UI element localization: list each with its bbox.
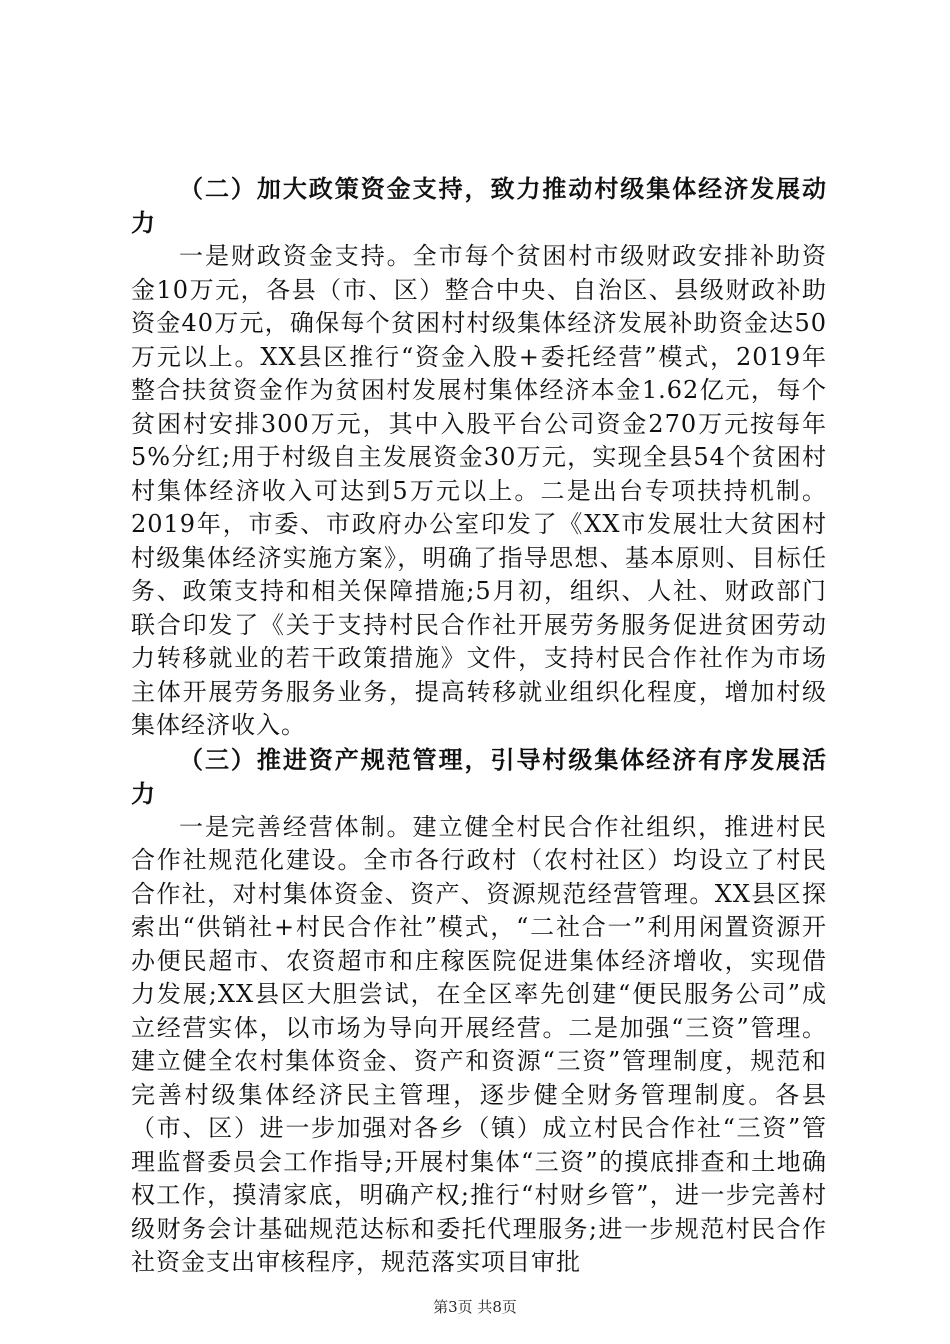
section-heading-3: （三）推进资产规范管理，引导村级集体经济有序发展活力 bbox=[131, 744, 827, 808]
section-body-3: 一是完善经营体制。建立健全村民合作社组织，推进村民合作社规范化建设。全市各行政村（农村社区）均设立了村民合作社，对村集体资金、资产、资源规范经营管理。XX县区探索出“供销社+村民合作社”模式，“二社合一”利用闲置资源开办便民超市、农资超市和庄稼医院促进集体经济增收，实现借力发展;XX县区大胆尝试，在全区率先创建“便民服务公司”成立经营实体，以市场为导向开展经营。二是加强“三资”管理。建立健全农村集体资金、资产和资源“三资”管理制度，规范和完善村级集体经济民主管理，逐步健全财务管理制度。各县（市、区）进一步加强对各乡（镇）成立村民合作社“三资”管理监督委员会工作指导;开展村集体“三资”的摸底排查和土地确权工作，摸清家底，明确产权;推行“村财乡管”，进一步完善村级财务会计基础规范达标和委托代理服务;进一步规范村民合作社资金支出审核程序，规范落实项目审批 bbox=[131, 812, 827, 1276]
document-content bbox=[131, 172, 827, 1280]
section-heading-2: （二）加大政策资金支持，致力推动村级集体经济发展动力 bbox=[131, 174, 827, 237]
section-body-2: 一是财政资金支持。全市每个贫困村市级财政安排补助资金10万元，各县（市、区）整合中央、自治区、县级财政补助资金40万元，确保每个贫困村村级集体经济发展补助资金达50万元以上。XX县区推行“资金入股+委托经营”模式，2019年整合扶贫资金作为贫困村发展村集体经济本金1.62亿元，每个贫困村安排300万元，其中入股平台公司资金270万元按每年5%分红;用于村级自主发展资金30万元，实现全县54个贫困村村集体经济收入可达到5万元以上。二是出台专项扶持机制。2019年，市委、市政府办公室印发了《XX市发展壮大贫困村村级集体经济实施方案》，明确了指导思想、基本原则、目标任务、政策支持和相关保障措施;5月初，组织、人社、财政部门联合印发了《关于支持村民合作社开展劳务服务促进贫困劳动力转移就业的若干政策措施》文件，支持村民合作社作为市场主体开展劳务服务业务，提高转移就业组织化程度，增加村级集体经济收入。 bbox=[131, 242, 827, 739]
page-number-footer: 第3页 共8页 bbox=[433, 1298, 517, 1316]
